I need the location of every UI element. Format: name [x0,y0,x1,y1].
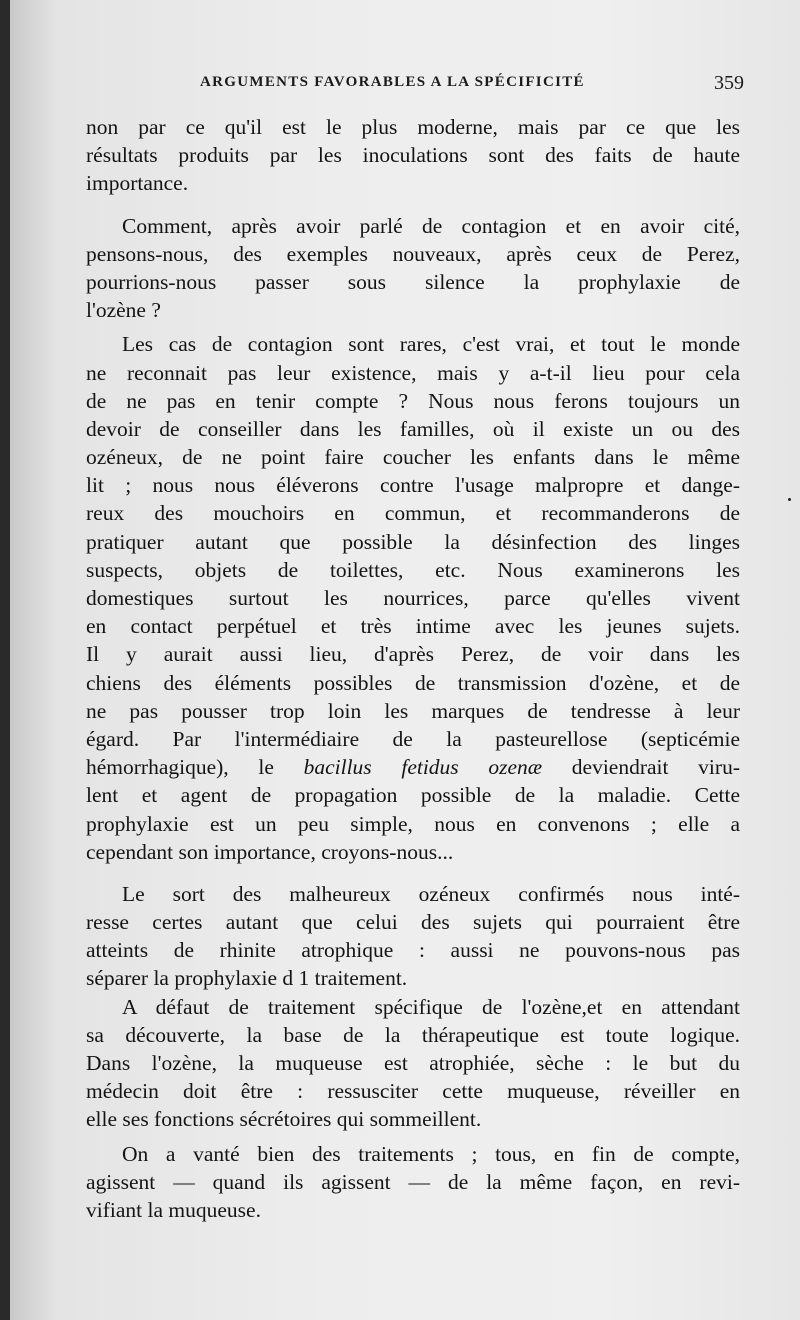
text-line: résultats produits par les inoculations sont des faits de haute [86,143,740,168]
paragraph-5 [86,993,740,1134]
text-line: de ne pas en tenir compte ? Nous nous ferons toujours un [86,388,740,413]
text-line: elle ses fonctions sécrétoires qui sommeillent. [86,1107,482,1132]
text-line: pensons-nous, des exemples nouveaux, après ceux de Perez, [86,241,740,266]
paragraph-6 [86,1140,740,1225]
text-line: en contact perpétuel et très intime avec les jeunes sujets. [86,614,740,639]
text-line: domestiques surtout les nourrices, parce qu'elles vivent [86,586,740,610]
paragraph-1 [86,113,740,198]
text-line: ozéneux, de ne point faire coucher les enfants dans le même [86,445,740,470]
text-line: prophylaxie est un peu simple, nous en convenons ; elle a [86,811,740,836]
text-segment: hémorrhagique), le [86,755,304,780]
text-line: lent et agent de propagation possible de la maladie. Cette [86,783,740,808]
ink-speck [788,498,791,501]
text-line [86,753,740,781]
text-line: chiens des éléments possibles de transmission d'ozène, et de [86,670,740,695]
text-line: A défaut de traitement spécifique de l'ozène,et en attendant [122,994,740,1019]
text-line: vifiant la muqueuse. [86,1197,261,1222]
text-line: pratiquer autant que possible la désinfection des linges [86,529,740,554]
text-segment: deviendrait viru- [542,755,740,780]
text-line: pourrions-nous passer sous silence la prophylaxie de [86,269,740,294]
text-line: Les cas de contagion sont rares, c'est vrai, et tout le monde [122,332,740,357]
paragraph-3 [86,330,740,866]
text-line: ne reconnait pas leur existence, mais y a-t-il lieu pour cela [86,360,740,385]
text-line: Il y aurait aussi lieu, d'après Perez, de voir dans les [86,642,740,667]
text-line: Dans l'ozène, la muqueuse est atrophiée, sèche : le but du [86,1051,740,1075]
text-line: atteints de rhinite atrophique : aussi ne pouvons-nous pas [86,938,740,963]
text-line: Comment, après avoir parlé de contagion et en avoir cité, [122,213,740,238]
text-line: médecin doit être : ressusciter cette muqueuse, réveiller en [86,1079,740,1104]
text-line: importance. [86,171,189,196]
text-line: égard. Par l'intermédiaire de la pasteurellose (septicémie [86,726,740,751]
text-line: cependant son importance, croyons-nous... [86,839,454,864]
paragraph-4 [86,880,740,993]
text-line: ne pas pousser trop loin les marques de tendresse à leur [86,698,740,723]
running-title: ARGUMENTS FAVORABLES A LA SPÉCIFICITÉ [200,74,585,90]
text-line: reux des mouchoirs en commun, et recommanderons de [86,501,740,526]
page-number: 359 [714,72,744,94]
text-line: resse certes autant que celui des sujets qui pourraient être [86,910,740,935]
text-line: devoir de conseiller dans les familles, où il existe un ou des [86,416,740,441]
text-line: l'ozène ? [86,298,161,323]
page-body [86,113,740,1224]
paragraph-2 [86,212,740,325]
text-line: non par ce qu'il est le plus moderne, mais par ce que les [86,115,740,139]
text-line: agissent — quand ils agissent — de la même façon, en revi- [86,1169,740,1194]
text-line: On a vanté bien des traitements ; tous, en fin de compte, [122,1141,740,1166]
book-page [10,0,800,1320]
species-name: bacillus fetidus ozenæ [303,755,543,780]
text-line: séparer la prophylaxie d 1 traitement. [86,966,408,991]
text-line: Le sort des malheureux ozéneux confirmés nous inté- [122,881,740,906]
text-line: lit ; nous nous éléverons contre l'usage malpropre et dange- [86,473,740,498]
text-line: sa découverte, la base de la thérapeutique est toute logique. [86,1022,740,1047]
text-line: suspects, objets de toilettes, etc. Nous examinerons les [86,557,740,582]
